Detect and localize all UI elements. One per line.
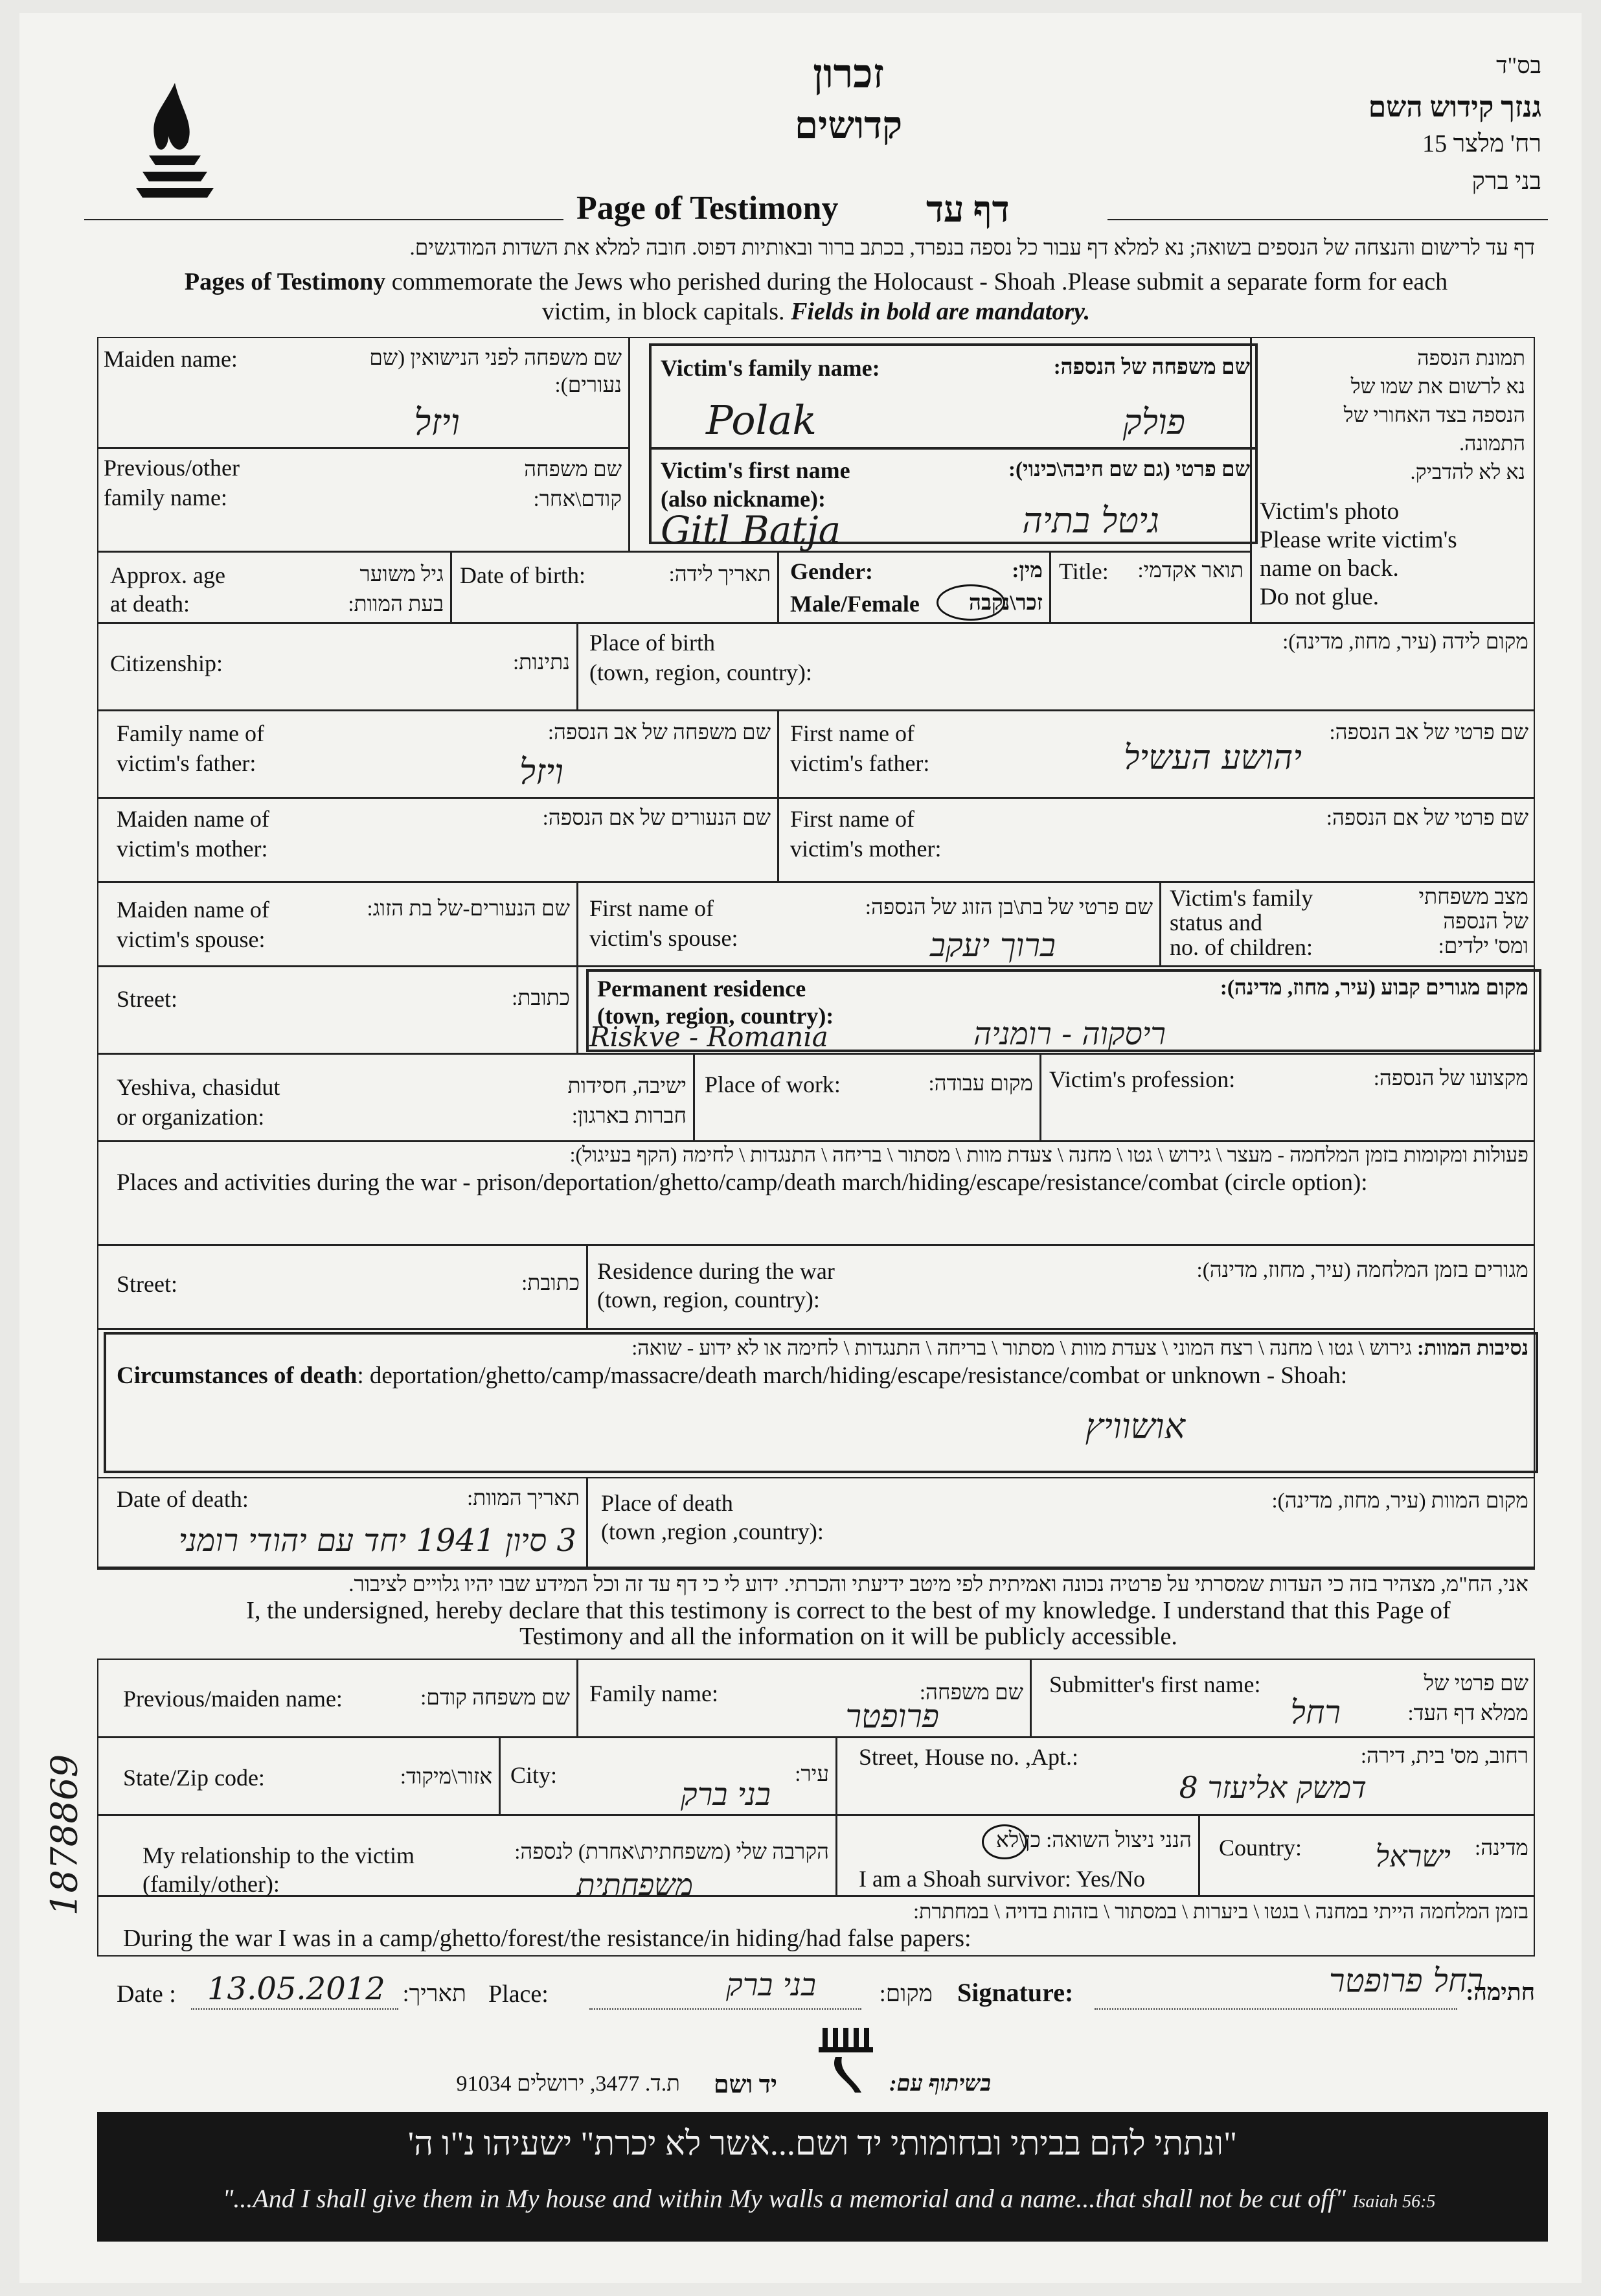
- mother-maiden-label-2: victim's mother:: [117, 836, 268, 862]
- sub-city-he: עיר:: [795, 1763, 829, 1786]
- cooperation-label: בשיתוף עם:: [889, 2072, 991, 2096]
- dod-label: Date of death:: [117, 1486, 249, 1512]
- sub-first-name-he-1: שם פרטי של: [1424, 1672, 1528, 1695]
- mother-first-label-1: First name of: [790, 806, 914, 832]
- family-name-label: Victim's family name:: [661, 355, 880, 381]
- sub-survivor-en: I am a Shoah survivor: Yes/No: [859, 1866, 1145, 1892]
- gender-label-2: Male/Female: [790, 591, 920, 617]
- title-en: Page of Testimony: [576, 190, 839, 227]
- circumstances-he-bold: נסיבות המוות:: [1416, 1336, 1528, 1359]
- photo-en-1: Victim's photo: [1260, 498, 1400, 525]
- photo-en-4: Do not glue.: [1260, 584, 1379, 610]
- place-of-death-he: מקום המוות (עיר, מחוז, מדינה):: [1271, 1489, 1528, 1513]
- title-he: תואר אקדמי:: [1137, 559, 1243, 582]
- photo-he-2: נא לרשום את שמו של: [1350, 374, 1525, 398]
- circumstances-en: [117, 1362, 1535, 1390]
- father-family-label-2: victim's father:: [117, 750, 256, 776]
- place-of-work-label: Place of work:: [705, 1072, 841, 1097]
- sub-city-label: City:: [510, 1762, 558, 1788]
- father-first-label-2: victim's father:: [790, 750, 930, 776]
- mother-maiden-he: שם הנעורים של אם הנספה:: [542, 807, 771, 830]
- previous-family-he-1: שם משפחה: [524, 458, 622, 481]
- quote-en: [117, 2183, 1541, 2214]
- gender-he-1: מין:: [1012, 559, 1043, 582]
- stamp-number: 1878869: [43, 1754, 86, 1916]
- sub-street-value: דמשק אליעזר 8: [1179, 1770, 1367, 1805]
- pob-label-2: (town, region, country):: [589, 660, 812, 685]
- permanent-residence-label-2: (town, region, country):: [597, 1003, 834, 1029]
- spouse-maiden-label-2: victim's spouse:: [117, 926, 266, 952]
- family-name-he: שם משפחה של הנספה:: [1053, 356, 1250, 379]
- place-he: מקום:: [879, 1980, 933, 2006]
- date-he: תאריך:: [402, 1980, 466, 2006]
- permanent-residence-he: מקום מגורים קבוע (עיר, מחוז, מדינה):: [1220, 976, 1528, 1000]
- spouse-maiden-label-1: Maiden name of: [117, 897, 269, 923]
- spouse-maiden-he: שם הנעורים-של בת הזוג:: [367, 897, 570, 921]
- intro-en-line2: victim, in block capitals.: [541, 298, 785, 325]
- family-status-label-3: no. of children:: [1170, 934, 1313, 960]
- war-activities-en: Places and activities during the war - prison/deportation/ghetto/camp/death march/hiding/escape/resistance/combat (circle option):: [117, 1169, 1368, 1196]
- spouse-first-value: ברוך יעקב: [929, 926, 1056, 964]
- sub-street-label: Street, House no. ,Apt.:: [859, 1744, 1078, 1770]
- intro-en-bold2: Fields in bold are mandatory.: [791, 298, 1091, 325]
- dod-he: תאריך המוות:: [467, 1487, 580, 1510]
- family-status-he-2: של הנספה: [1443, 910, 1528, 934]
- father-first-he: שם פרטי של אב הנספה:: [1329, 721, 1528, 744]
- age-label-1: Approx. age: [110, 562, 225, 588]
- declaration-en-1: I, the undersigned, hereby declare that this testimony is correct to the best of my knowledge. I understand that this Page of: [246, 1597, 1451, 1624]
- family-status-label-2: status and: [1170, 910, 1262, 936]
- sub-country-label: Country:: [1219, 1835, 1302, 1861]
- gender-he-2: זכר\נקבה: [969, 591, 1043, 615]
- sub-war-location-en: During the war I was in a camp/ghetto/forest/the resistance/in hiding/had false papers:: [123, 1925, 971, 1952]
- war-residence-label-2: (town, region, country):: [597, 1287, 820, 1313]
- yeshiva-he-2: חברות בארגון:: [571, 1105, 687, 1128]
- father-first-value: יהושע העשיל: [1124, 739, 1302, 777]
- zikaron-line2: קדושים: [794, 104, 903, 146]
- photo-en-3: name on back.: [1260, 555, 1399, 582]
- yeshiva-label-2: or organization:: [117, 1104, 265, 1130]
- street-he: כתובת:: [512, 987, 570, 1010]
- spouse-first-label-2: victim's spouse:: [589, 925, 738, 951]
- permanent-residence-label-1: Permanent residence: [597, 976, 806, 1002]
- declaration-en-2: Testimony and all the information on it will be publicly accessible.: [519, 1623, 1177, 1650]
- sub-zip-label: State/Zip code:: [123, 1765, 265, 1791]
- signature-he: חתימה:: [1466, 1979, 1535, 2005]
- intro-he: דף עד לרישום והנצחה של הנספים בשואה; נא למלא דף עבור כל נספה בנפרד, בכתב ברור ובאותיות דפוס. חובה למלא את השדות המודגשים.: [409, 236, 1535, 260]
- age-he-1: גיל משוער: [359, 563, 444, 586]
- permanent-residence-value-he: ריסקוה - רומניה: [973, 1016, 1166, 1052]
- place-of-death-label-2: (town ,region ,country):: [601, 1519, 824, 1544]
- pob-label-1: Place of birth: [589, 630, 715, 656]
- sub-city-value: בני ברק: [681, 1776, 771, 1813]
- photo-en-2: Please write victim's: [1260, 527, 1457, 553]
- profession-label: Victim's profession:: [1049, 1066, 1236, 1092]
- quote-ref: Isaiah 56:5: [1352, 2192, 1436, 2212]
- flame-logo-icon: [123, 78, 227, 207]
- sub-first-name-label: Submitter's first name:: [1049, 1671, 1261, 1697]
- first-name-value-en: Gitl Batja: [661, 508, 841, 552]
- sub-street-he: רחוב, מס' בית, דירה:: [1360, 1745, 1528, 1768]
- title-label: Title:: [1059, 558, 1109, 584]
- sub-family-name-he: שם משפחה:: [919, 1681, 1023, 1705]
- previous-family-label-2: family name:: [104, 485, 227, 511]
- father-family-value: ויזל: [519, 752, 563, 792]
- circumstances-en-bold: Circumstances of death: [117, 1362, 358, 1389]
- org-street: רח' מלצר 15: [1422, 130, 1541, 157]
- quote-en-text: "...And I shall give them in My house and within My walls a memorial and a name...that shall not be cut off": [222, 2184, 1346, 2213]
- circumstances-value: אושוויץ: [1085, 1406, 1185, 1447]
- war-street-he: כתובת:: [521, 1272, 580, 1295]
- mother-first-label-2: victim's mother:: [790, 836, 942, 862]
- sub-country-value: ישראל: [1375, 1839, 1451, 1874]
- maiden-name-label: Maiden name:: [104, 346, 238, 372]
- street-label: Street:: [117, 986, 177, 1012]
- sub-family-name-label: Family name:: [589, 1681, 718, 1706]
- first-name-label-2: (also nickname):: [661, 486, 826, 512]
- mother-first-he: שם פרטי של אם הנספה:: [1326, 807, 1528, 830]
- pob-he: מקום לידה (עיר, מחוז, מדינה):: [1282, 630, 1528, 654]
- yeshiva-label-1: Yeshiva, chasidut: [117, 1074, 280, 1100]
- intro-en-rest: commemorate the Jews who perished during the Holocaust - Shoah .Please submit a separate form for each: [391, 268, 1448, 295]
- quote-he: "ונתתי להם בביתי ובחומותי יד ושם...אשר לא יכרת" ישעיהו נ"ו ה': [407, 2126, 1238, 2163]
- war-residence-label-1: Residence during the war: [597, 1258, 835, 1284]
- father-family-label-1: Family name of: [117, 720, 264, 746]
- date-label: Date :: [117, 1980, 176, 2008]
- declaration-he: אני, הח"מ, מצהיר בזה כי העדות שמסרתי על פרטיה נכונה ואמיתית לפי מיטב ידיעתי והכרתי. ידוע לי כי דף עד זה וכל המידע שבו יהיו גלויים לציבור.: [348, 1573, 1528, 1596]
- sub-relationship-label-2: (family/other):: [142, 1871, 280, 1897]
- place-value: בני ברק: [726, 1967, 816, 2003]
- besad: בס"ד: [1496, 52, 1541, 78]
- maiden-name-he: שם משפחה לפני הנישואין (שם נעורים):: [369, 347, 622, 397]
- sub-survivor-he: הנני ניצול השואה: כן\לא: [995, 1829, 1192, 1852]
- first-name-value-he: גיטל בתיה: [1022, 500, 1159, 541]
- sub-country-he: מדינה:: [1475, 1837, 1528, 1860]
- gender-selected: [937, 584, 1005, 621]
- photo-box-en: [1260, 498, 1532, 612]
- signature-label: Signature:: [957, 1978, 1074, 2007]
- yad-vashem-address: ת.ד. 3477, ירושלים 91034: [456, 2072, 680, 2096]
- circumstances-en-text: : deportation/ghetto/camp/massacre/death march/hiding/escape/resistance/combat or unknown - Shoah:: [357, 1362, 1348, 1389]
- father-first-label-1: First name of: [790, 720, 914, 746]
- org-name: גנזך קידוש השם: [1368, 91, 1541, 123]
- circumstances-he-text: גירוש \ גטו \ מחנה \ רצח המוני \ צעדת מוות \ מסתור \ בריחה \ התנגדות \ לחימה או לא ידוע - שואה:: [631, 1336, 1412, 1359]
- place-of-work-he: מקום עבודה:: [928, 1072, 1033, 1096]
- zikaron-line1: זכרון: [813, 52, 884, 97]
- yeshiva-he-1: ישיבה, חסידות: [567, 1075, 687, 1098]
- place-label: Place:: [488, 1980, 549, 2008]
- sub-first-name-value: רחל: [1290, 1693, 1341, 1731]
- sub-prev-name-label: Previous/maiden name:: [123, 1686, 343, 1712]
- signature-value: רחל פרופטר: [1329, 1962, 1483, 1999]
- place-of-death-label-1: Place of death: [601, 1490, 733, 1516]
- intro-en: [97, 267, 1535, 327]
- date-value: 13.05.2012: [207, 1971, 385, 2007]
- org-city: בני ברק: [1471, 168, 1541, 195]
- yad-vashem-name: יד ושם: [713, 2071, 777, 2098]
- dob-label: Date of birth:: [460, 562, 585, 588]
- citizenship-he: נתינות:: [513, 651, 570, 674]
- age-label-2: at death:: [110, 591, 190, 617]
- sub-prev-name-he: שם משפחה קודם:: [420, 1686, 570, 1710]
- intro-en-bold: Pages of Testimony: [184, 268, 386, 295]
- sub-relationship-value: משפחתית: [576, 1867, 693, 1902]
- war-activities-he: פעולות ומקומות בזמן המלחמה - מעצר \ גירוש \ גטו \ מחנה \ צעדת מוות \ מסתור \ בריחה \ התנגדות \ לחימה (הקף בעיגול):: [569, 1143, 1528, 1166]
- sub-war-location-he: בזמן המלחמה הייתי במחנה \ בגטו \ ביערות \ במסתור \ בזהות בדויה \ במחתרת:: [913, 1900, 1528, 1923]
- dod-value: 3 סיון 1941 יחד עם יהודי רומני: [178, 1522, 576, 1559]
- photo-box-he: [1260, 343, 1525, 486]
- family-name-value-en: Polak: [706, 396, 817, 444]
- gender-label-1: Gender:: [790, 558, 873, 584]
- first-name-label-1: Victim's first name: [661, 457, 850, 483]
- circumstances-he: [110, 1336, 1528, 1360]
- war-residence-he: מגורים בזמן המלחמה (עיר, מחוז, מדינה):: [1196, 1259, 1528, 1282]
- family-status-he-1: מצב משפחתי: [1418, 886, 1528, 909]
- mother-maiden-label-1: Maiden name of: [117, 806, 269, 832]
- family-name-value-he: פולק: [1122, 402, 1185, 442]
- sub-relationship-he: הקרבה שלי (משפחתית\אחרת) לנספה:: [514, 1841, 829, 1864]
- permanent-residence-value-en: Riskve - Romania: [589, 1021, 828, 1053]
- dob-he: תאריך לידה:: [668, 563, 771, 586]
- first-name-he: שם פרטי (גם שם חיבה\כינוי):: [1008, 458, 1250, 481]
- photo-he-1: תמונת הנספה: [1417, 346, 1525, 369]
- photo-he-3: הנספה בצד האחורי של: [1343, 403, 1525, 426]
- family-status-label-1: Victim's family: [1170, 885, 1313, 911]
- logo: [123, 78, 227, 207]
- spouse-first-label-1: First name of: [589, 895, 714, 921]
- sub-family-name-value: פרופטר: [845, 1697, 939, 1735]
- maiden-name-value: ויזל: [414, 402, 460, 444]
- sub-survivor-selected: [982, 1824, 1027, 1859]
- spouse-first-he: שם פרטי של בת\בן הזוג של הנספה:: [865, 896, 1153, 919]
- age-he-2: בעת המוות:: [348, 593, 444, 616]
- photo-he-4: התמונה.: [1459, 431, 1525, 455]
- previous-family-label-1: Previous/other: [104, 455, 240, 481]
- title-he: דף עד: [926, 190, 1010, 230]
- father-family-he: שם משפחה של אב הנספה:: [547, 721, 771, 744]
- war-street-label: Street:: [117, 1271, 177, 1297]
- sub-relationship-label-1: My relationship to the victim: [142, 1843, 414, 1868]
- citizenship-label: Citizenship:: [110, 650, 223, 676]
- testimony-page: [19, 13, 1582, 2283]
- previous-family-he-2: קודם\אחר:: [533, 488, 622, 511]
- photo-he-5: נא לא להדביק.: [1410, 460, 1525, 483]
- profession-he: מקצועו של הנספה:: [1373, 1067, 1528, 1090]
- family-status-he-3: ומס' ילדים:: [1438, 935, 1528, 958]
- sub-first-name-he-2: ממלא דף העד:: [1407, 1702, 1528, 1725]
- sub-zip-he: אזור\מיקוד:: [400, 1765, 492, 1789]
